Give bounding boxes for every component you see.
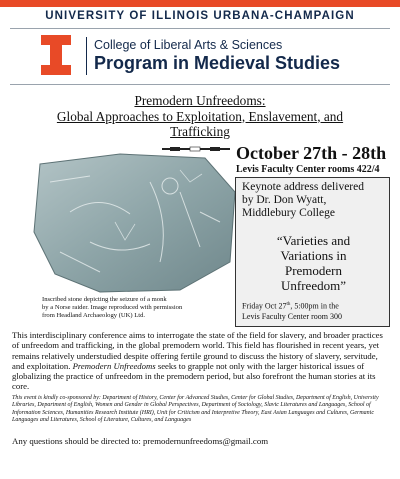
title-line: Global Approaches to Exploitation, Enslavement, and (56, 108, 344, 124)
contact-line: Any questions should be directed to: premodernunfreedoms@gmail.com (12, 436, 269, 446)
keynote-line: by Dr. Don Wyatt, (242, 194, 327, 206)
caption-line: Inscribed stone depicting the seizure of a monk (42, 296, 167, 303)
keynote-box (235, 177, 390, 327)
caption-line: by a Norse raider. Image reproduced with permission (42, 304, 183, 311)
title-line: Trafficking (170, 124, 230, 139)
college-name: College of Liberal Arts & Sciences (94, 38, 283, 52)
keynote-time: , 5:00pm in the (290, 301, 339, 311)
university-name: UNIVERSITY OF ILLINOIS URBANA-CHAMPAIGN (45, 10, 355, 22)
block-i-logo-icon (41, 35, 71, 75)
talk-line: “Varieties and (276, 233, 351, 248)
caption-line: from Headland Archaeology (UK) Ltd. (42, 312, 146, 319)
keynote-talk-title (236, 233, 391, 293)
keynote-line: Middlebury College (242, 207, 335, 219)
event-date: October 27th - 28th (236, 143, 387, 163)
talk-line: Variations in (280, 248, 347, 263)
keynote-speaker (242, 181, 388, 220)
description-text-end: seeks to grapple not only with the larger historical issues of globalizing the practice of unfreedom in the premodern period, but also forefront the human stories at its core. (12, 360, 376, 392)
keynote-line: Keynote address delivered (242, 181, 364, 193)
keynote-day-suffix: th (286, 302, 291, 307)
header-bottom-divider (10, 84, 390, 85)
sponsors-text: This event is kindly co-sponsored by: Department of History, Center for Advanced Studies, Center for Global Studies, Department of English, University Libraries, Department of English, Women and Gender in Global Perspectives, Department of Sociology, Slavic Literatures and Languages, School of Information Sciences, Humanities Research Institute (HRI), Unit for Criticism and Interpretive Theory, East Asian Languages and Cultures, Germanic Languages and Literatures, School of Literature, Cultures, and Languages (12, 395, 379, 424)
keynote-place: Levis Faculty Center room 300 (242, 311, 342, 321)
conference-description (12, 330, 390, 392)
keynote-time-location (242, 300, 388, 322)
description-emphasis: Premodern Unfreedoms (72, 360, 156, 371)
inscribed-stone-image (30, 152, 240, 294)
talk-line: Premodern (284, 263, 343, 278)
conference-title (0, 93, 400, 140)
program-name: Program in Medieval Studies (94, 53, 341, 73)
logo-separator (86, 37, 87, 75)
image-caption (42, 296, 252, 320)
description-text: This interdisciplinary conference aims to interrogate the state of the field for slavery, and broader practices of unfreedom and trafficking, in the global premodern world. This field has flourished in recent years, yet remains relatively understudied despite offering fertile ground to discuss the history of slavery, servitude, and exploitation. (12, 330, 383, 371)
event-venue: Levis Faculty Center rooms 422/4 (236, 164, 380, 175)
talk-line: Unfreedom” (281, 278, 346, 293)
header-divider (10, 28, 390, 29)
top-accent-bar (0, 0, 400, 7)
title-line: Premodern Unfreedoms: (134, 93, 266, 108)
keynote-day: Friday Oct 27 (242, 301, 287, 311)
